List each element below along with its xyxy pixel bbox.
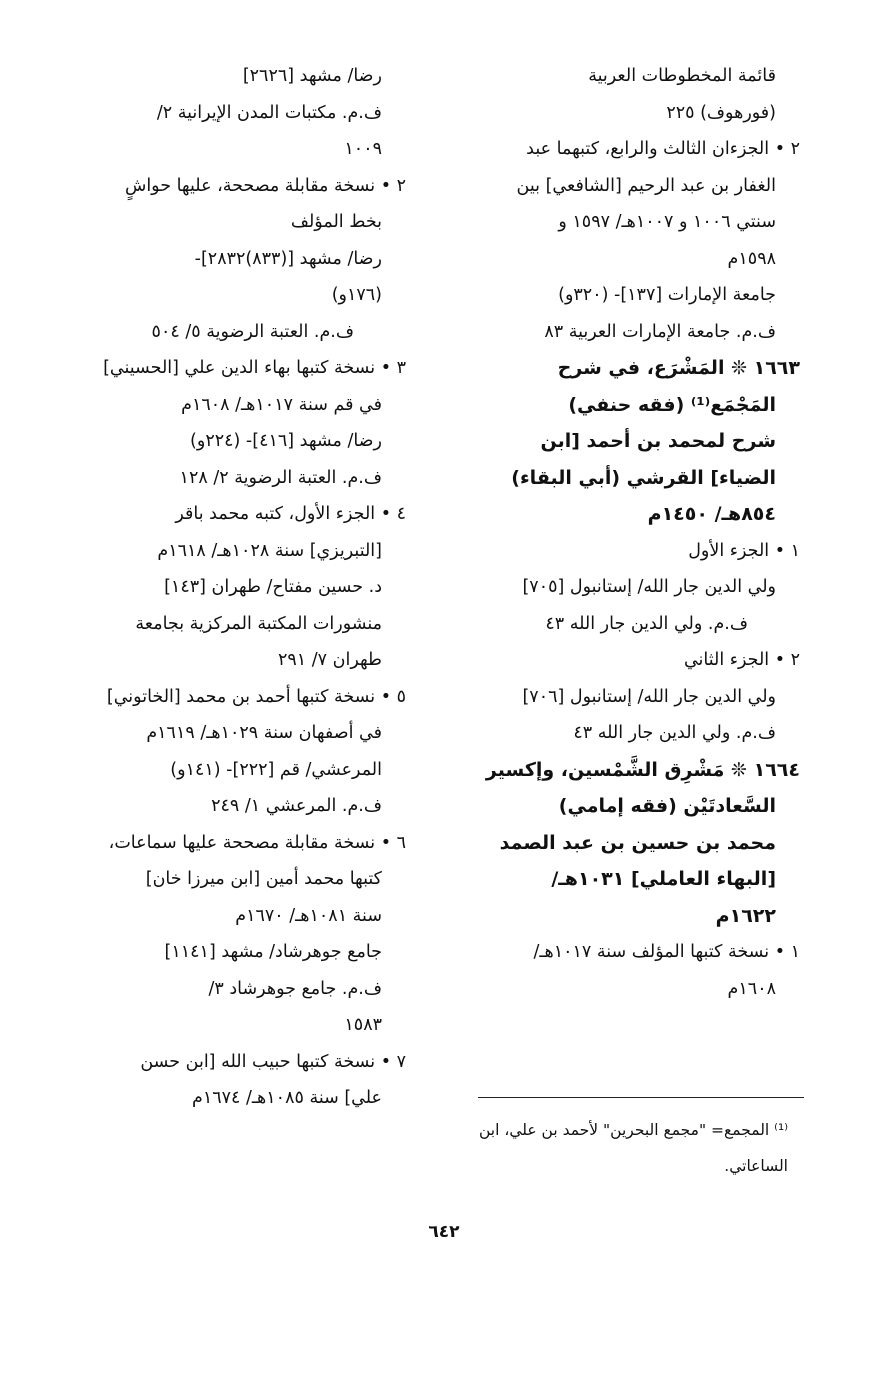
entry-heading-line: شرح لمحمد بن أحمد [ابن [540, 430, 776, 452]
text-line: في أصفهان سنة ١٠٢٩هـ/ ١٦١٩م [146, 723, 382, 743]
text-line: كتبها محمد أمين [ابن ميرزا خان] [145, 869, 382, 889]
text-line: ف.م. العتبة الرضوية ٢/ ١٢٨ [179, 467, 382, 488]
text-line: الغفار بن عبد الرحيم [الشافعي] بين [516, 175, 776, 196]
text-line: ٢ • نسخة مقابلة مصححة، عليها حواشٍ [124, 175, 406, 196]
text-line: علي] سنة ١٠٨٥هـ/ ١٦٧٤م [192, 1088, 382, 1108]
text-line: ولي الدين جار الله/ إستانبول [٧٠٥] [522, 577, 776, 597]
entry-heading-line: ٨٥٤هـ/ ١٤٥٠م [647, 503, 776, 525]
footnote-line: الساعاتي. [724, 1157, 788, 1175]
entry-heading-line: المَجْمَع⁽¹⁾ (فقه حنفي) [568, 393, 776, 416]
text-line: ولي الدين جار الله/ إستانبول [٧٠٦] [522, 686, 776, 707]
text-line: ١٥٨٣ [344, 1015, 382, 1035]
text-line: ٧ • نسخة كتبها حبيب الله [ابن حسن [140, 1051, 406, 1072]
text-line: منشورات المكتبة المركزية بجامعة [135, 613, 382, 634]
text-line: ٤ • الجزء الأول، كتبه محمد باقر [175, 504, 406, 524]
entry-heading-line: الضياء] القرشي (أبي البقاء) [511, 466, 776, 489]
text-line: ف.م. جامع جوهرشاد ٣/ [208, 978, 382, 999]
text-line: رضا/ مشهد [٢٦٢٦] [242, 66, 382, 86]
text-line: سنة ١٠٨١هـ/ ١٦٧٠م [235, 905, 382, 926]
text-line: (١٧٦و) [331, 285, 382, 305]
text-line: ٢ • الجزءان الثالث والرابع، كتبهما عبد [526, 139, 800, 159]
text-line: ف.م. مكتبات المدن الإيرانية ٢/ [156, 102, 382, 123]
text-line: رضا/ مشهد [٤١٦]- (٢٢٤و) [190, 431, 382, 451]
text-line: ف.م. جامعة الإمارات العربية ٨٣ [544, 321, 776, 342]
text-line: د. حسين مفتاح/ طهران [١٤٣] [164, 577, 382, 597]
text-line: ١ • الجزء الأول [688, 540, 800, 561]
entry-heading-line: محمد بن حسين بن عبد الصمد [499, 831, 776, 854]
right-column [448, 58, 800, 1007]
text-line: ١ • نسخة كتبها المؤلف سنة ١٠١٧هـ/ [533, 942, 800, 962]
text-line: ف.م. المرعشي ١/ ٢٤٩ [211, 796, 382, 816]
text-line: سنتي ١٠٠٦ و ١٠٠٧هـ/ ١٥٩٧ و [558, 212, 776, 232]
footnote [442, 1112, 788, 1184]
page-number: ٦٤٢ [428, 1222, 460, 1242]
text-line: (فورهوف) ٢٢٥ [666, 102, 776, 123]
text-line: ف.م. ولي الدين جار الله ٤٣ [573, 723, 776, 743]
text-line: ١٦٠٨م [727, 978, 776, 999]
entry-heading-line: ١٦٦٤ ❊ مَشْرِق الشَّمْسين، وإكسير [485, 758, 800, 781]
text-line: ٣ • نسخة كتبها بهاء الدين علي [الحسيني] [103, 358, 406, 378]
text-line: طهران ٧/ ٢٩١ [277, 650, 382, 670]
entry-heading-line: ١٦٢٢م [715, 904, 776, 927]
text-line: جامع جوهرشاد/ مشهد [١١٤١] [164, 942, 382, 962]
text-line: ف.م. ولي الدين جار الله ٤٣ [545, 613, 748, 634]
text-line: ١٥٩٨م [727, 248, 776, 269]
text-line: قائمة المخطوطات العربية [588, 66, 776, 86]
text-line: رضا/ مشهد [(٨٣٣)٢٨٣٢]- [194, 248, 382, 269]
text-line: المرعشي/ قم [٢٢٢]- (١٤١و) [170, 759, 382, 780]
footnote-line: ⁽¹⁾ المجمع= "مجمع البحرين" لأحمد بن علي، ابن [478, 1121, 788, 1139]
text-line: ٥ • نسخة كتبها أحمد بن محمد [الخاتوني] [106, 686, 406, 707]
text-line: جامعة الإمارات [١٣٧]- (٣٢٠و) [558, 285, 776, 305]
entry-heading-line: السَّعادتَيْن (فقه إمامي) [558, 795, 776, 817]
left-column [50, 58, 406, 1117]
entry-heading-line: ١٦٦٣ ❊ المَشْرَع، في شرح [557, 357, 800, 379]
text-line: بخط المؤلف [290, 212, 382, 232]
text-line: ١٠٠٩ [344, 139, 382, 159]
text-line: في قم سنة ١٠١٧هـ/ ١٦٠٨م [181, 394, 382, 415]
entry-heading-line: [البهاء العاملي] ١٠٣١هـ/ [551, 868, 776, 890]
text-line: [التبريزي] سنة ١٠٢٨هـ/ ١٦١٨م [157, 540, 382, 561]
text-line: ٢ • الجزء الثاني [683, 650, 800, 670]
text-line: ٦ • نسخة مقابلة مصححة عليها سماعات، [108, 832, 406, 853]
text-line: ف.م. العتبة الرضوية ٥/ ٥٠٤ [151, 321, 354, 342]
footnote-rule [478, 1097, 804, 1098]
